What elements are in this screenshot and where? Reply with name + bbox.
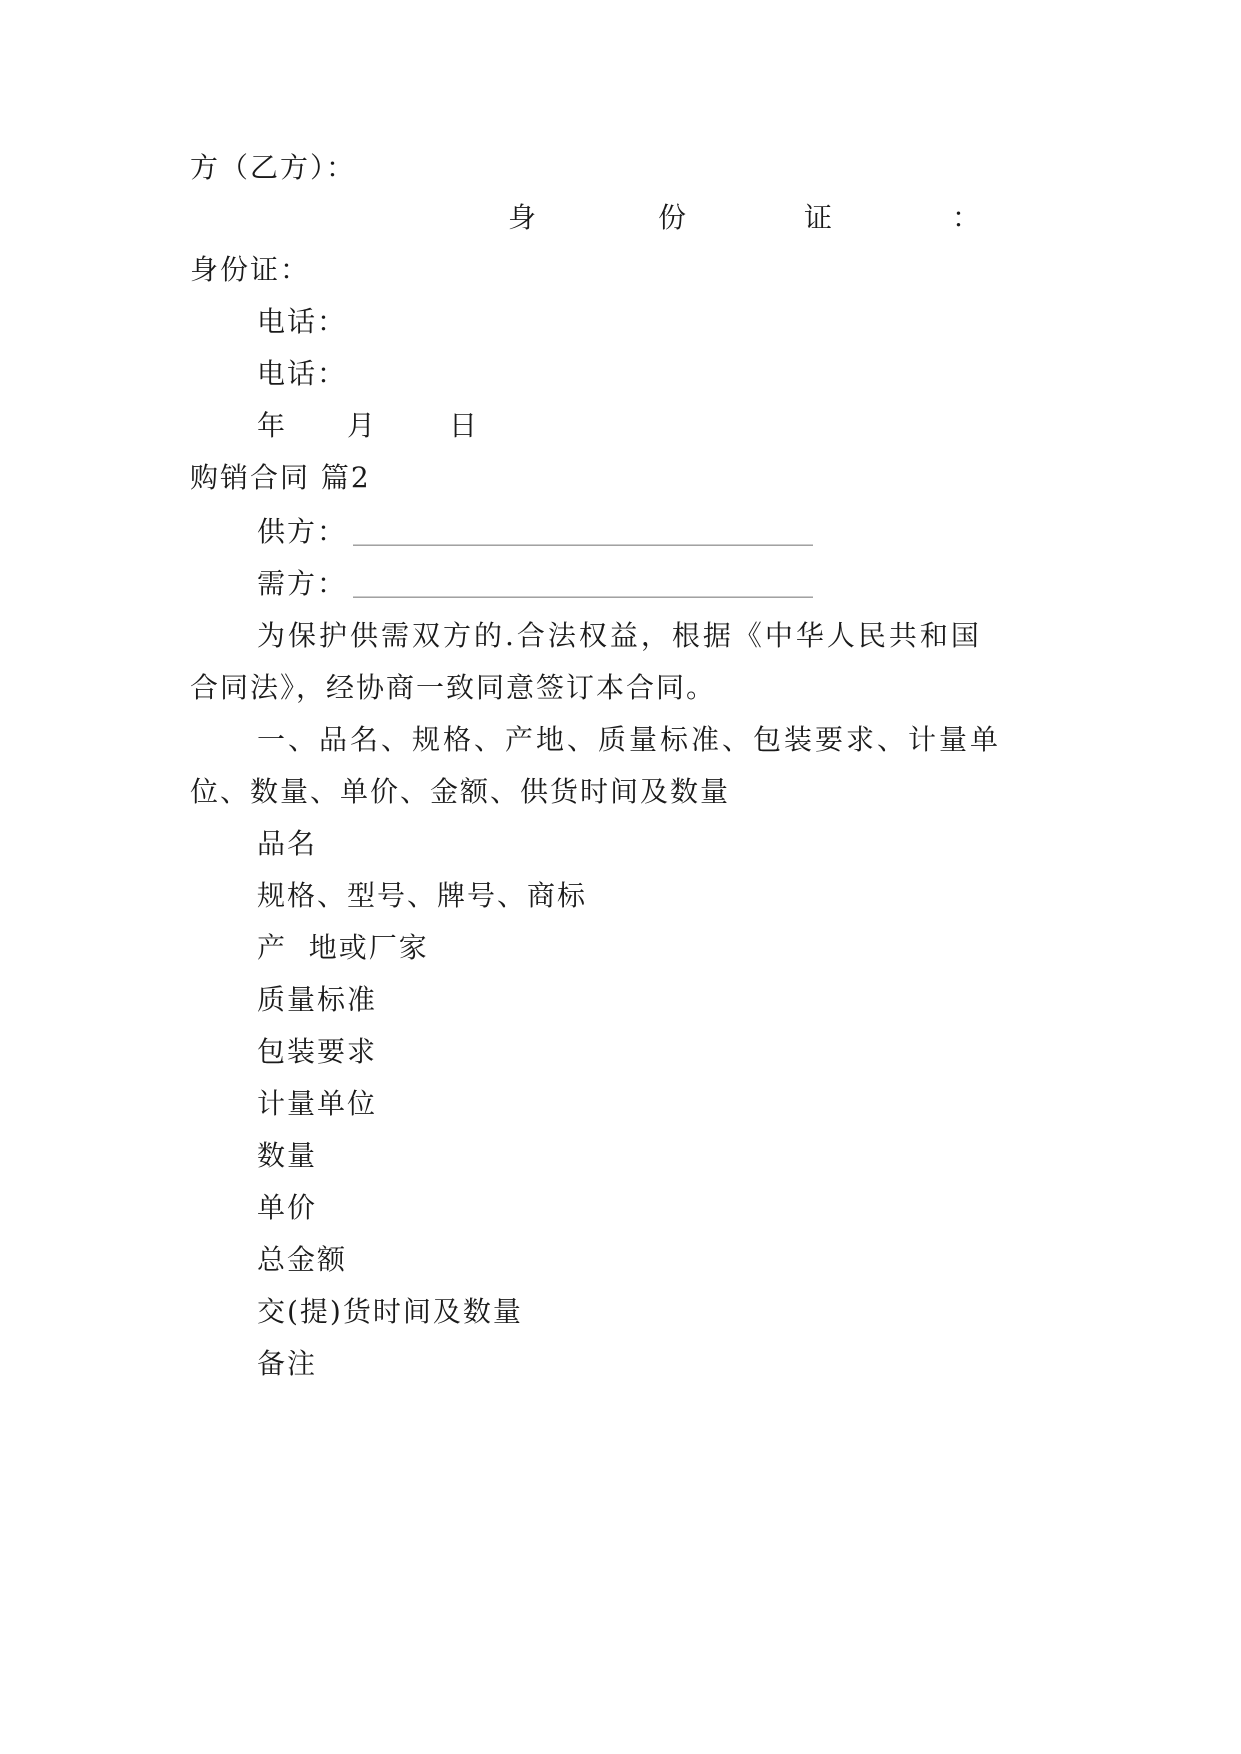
- buyer-blank: ______________________________________________: [353, 574, 814, 598]
- item-row: 备注: [257, 1347, 318, 1380]
- date-day: 日: [449, 409, 480, 442]
- item-row: 总金额: [257, 1243, 348, 1276]
- buyer-label: 需方：: [257, 567, 348, 600]
- phone-label-1: 电话：: [257, 305, 348, 338]
- id-colon: ：: [952, 201, 981, 234]
- item-row: 单价: [257, 1191, 318, 1224]
- preamble-line-1: 为保护供需双方的.合法权益，根据《中华人民共和国: [257, 619, 982, 652]
- supplier-line: [257, 512, 1117, 552]
- item-row: 包装要求: [257, 1035, 378, 1068]
- party-b-label: 方（乙方）：: [190, 151, 357, 184]
- date-line: [257, 406, 1117, 446]
- section-title: 购销合同 篇2: [190, 461, 371, 494]
- id-char-fen: 份: [658, 201, 687, 234]
- item-row: 产 地或厂家: [257, 931, 429, 964]
- clause1-line-1: 一、品名、规格、产地、质量标准、包装要求、计量单: [257, 723, 1002, 756]
- id-spread-line: [190, 198, 1050, 238]
- item-row: 数量: [257, 1139, 318, 1172]
- id-char-zheng: 证: [804, 201, 833, 234]
- item-row: 品名: [257, 827, 318, 860]
- id-char-shen: 身: [508, 201, 537, 234]
- clause1-line-2: 位、数量、单价、金额、供货时间及数量: [190, 775, 731, 808]
- supplier-blank: ______________________________________________: [353, 522, 814, 546]
- item-row: 质量标准: [257, 983, 378, 1016]
- date-month: 月: [347, 409, 378, 442]
- supplier-label: 供方：: [257, 515, 348, 548]
- id-label: 身份证：: [190, 253, 311, 286]
- date-year: 年: [257, 409, 288, 442]
- preamble-line-2: 合同法》，经协商一致同意签订本合同。: [190, 671, 717, 704]
- phone-label-2: 电话：: [257, 357, 348, 390]
- item-row: 规格、型号、牌号、商标: [257, 879, 588, 912]
- buyer-line: [257, 564, 1117, 604]
- item-row: 交(提)货时间及数量: [257, 1295, 523, 1328]
- item-row: 计量单位: [257, 1087, 378, 1120]
